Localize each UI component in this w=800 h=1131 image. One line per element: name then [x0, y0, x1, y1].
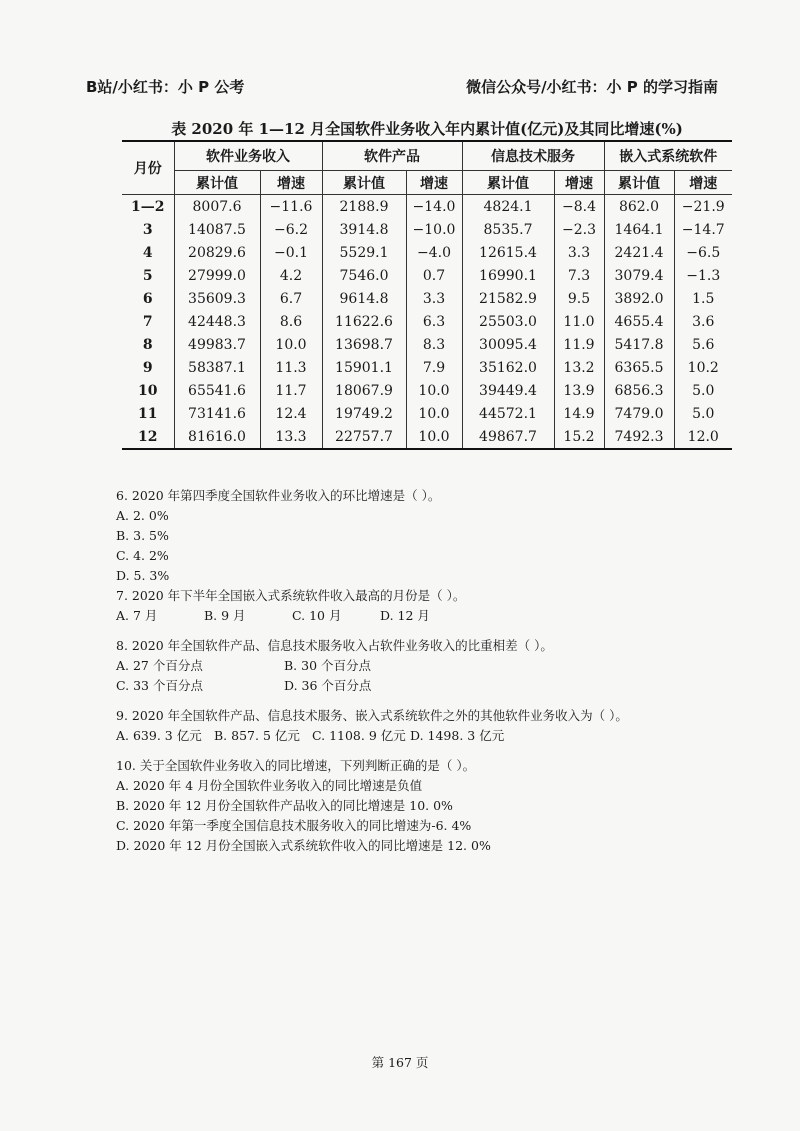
- page-number: 第 167 页: [371, 1055, 429, 1070]
- table-cell: 21582.9: [462, 287, 554, 310]
- header-left: B站/小红书：小 P 公考: [86, 78, 245, 96]
- table-cell: 39449.4: [462, 379, 554, 402]
- question-6: [116, 486, 716, 586]
- sub-header: 增速: [260, 171, 322, 195]
- table-cell: 0.7: [406, 264, 462, 287]
- option-a: A. 2. 0%: [116, 508, 169, 523]
- option-b: B. 30 个百分点: [284, 658, 372, 673]
- table-cell: 73141.6: [174, 402, 260, 425]
- table-cell: 6.3: [406, 310, 462, 333]
- table-cell: 11.9: [554, 333, 604, 356]
- table-cell: −0.1: [260, 241, 322, 264]
- table-cell: 11622.6: [322, 310, 406, 333]
- group-header: 信息技术服务: [462, 141, 604, 171]
- group-header: 软件业务收入: [174, 141, 322, 171]
- table-cell: 4655.4: [604, 310, 674, 333]
- table-cell: 81616.0: [174, 425, 260, 449]
- table-cell: 4824.1: [462, 195, 554, 219]
- table-row: [122, 195, 732, 219]
- table-cell: 3.3: [554, 241, 604, 264]
- month-cell: 12: [122, 425, 174, 449]
- table-cell: 8.3: [406, 333, 462, 356]
- sub-header: 累计值: [462, 171, 554, 195]
- sub-header: 累计值: [322, 171, 406, 195]
- table-cell: 14087.5: [174, 218, 260, 241]
- question-8: [116, 636, 716, 696]
- option-b: B. 857. 5 亿元: [214, 728, 300, 743]
- table-cell: 1.5: [674, 287, 732, 310]
- table-title: 表 2020 年 1—12 月全国软件业务收入年内累计值(亿元)及其同比增速(%): [171, 120, 683, 138]
- question-stem: 6. 2020 年第四季度全国软件业务收入的环比增速是（ ）。: [116, 488, 441, 503]
- table-cell: −10.0: [406, 218, 462, 241]
- table-cell: 58387.1: [174, 356, 260, 379]
- table-cell: −14.0: [406, 195, 462, 219]
- table-body: [122, 195, 732, 450]
- table-cell: 13.3: [260, 425, 322, 449]
- table-cell: 7.3: [554, 264, 604, 287]
- sub-header: 增速: [406, 171, 462, 195]
- table-row: [122, 310, 732, 333]
- table-cell: 49983.7: [174, 333, 260, 356]
- table-cell: 4.2: [260, 264, 322, 287]
- table-cell: 10.0: [406, 379, 462, 402]
- table-cell: 10.0: [406, 425, 462, 449]
- table-row: [122, 379, 732, 402]
- table-row: [122, 356, 732, 379]
- month-cell: 6: [122, 287, 174, 310]
- table-cell: 11.3: [260, 356, 322, 379]
- option-d: D. 2020 年 12 月份全国嵌入式系统软件收入的同比增速是 12. 0%: [116, 838, 491, 853]
- option-b: B. 3. 5%: [116, 528, 169, 543]
- table-cell: 10.2: [674, 356, 732, 379]
- table-cell: −14.7: [674, 218, 732, 241]
- data-table: [122, 140, 732, 450]
- question-7: [116, 586, 716, 626]
- table-cell: 18067.9: [322, 379, 406, 402]
- table-cell: 3.6: [674, 310, 732, 333]
- table-cell: 27999.0: [174, 264, 260, 287]
- table-row: [122, 425, 732, 449]
- table-cell: 12615.4: [462, 241, 554, 264]
- table-cell: −4.0: [406, 241, 462, 264]
- table-cell: 13.9: [554, 379, 604, 402]
- table-cell: 15.2: [554, 425, 604, 449]
- month-cell: 4: [122, 241, 174, 264]
- table-cell: 7479.0: [604, 402, 674, 425]
- table-cell: 3892.0: [604, 287, 674, 310]
- table-cell: 10.0: [406, 402, 462, 425]
- question-stem: 7. 2020 年下半年全国嵌入式系统软件收入最高的月份是（ ）。: [116, 588, 466, 603]
- questions: [116, 486, 716, 856]
- month-cell: 9: [122, 356, 174, 379]
- table-cell: 3079.4: [604, 264, 674, 287]
- table-cell: 2421.4: [604, 241, 674, 264]
- group-header: 软件产品: [322, 141, 462, 171]
- month-cell: 3: [122, 218, 174, 241]
- table-cell: 30095.4: [462, 333, 554, 356]
- table-cell: 5.0: [674, 379, 732, 402]
- table-cell: 25503.0: [462, 310, 554, 333]
- table-cell: 42448.3: [174, 310, 260, 333]
- option-c: C. 2020 年第一季度全国信息技术服务收入的同比增速为-6. 4%: [116, 818, 472, 833]
- table-cell: 11.0: [554, 310, 604, 333]
- table-cell: 20829.6: [174, 241, 260, 264]
- table-cell: 8007.6: [174, 195, 260, 219]
- table-cell: 12.4: [260, 402, 322, 425]
- month-cell: 7: [122, 310, 174, 333]
- table-cell: 3914.8: [322, 218, 406, 241]
- table-cell: 13.2: [554, 356, 604, 379]
- option-d: D. 5. 3%: [116, 568, 170, 583]
- table-cell: −8.4: [554, 195, 604, 219]
- table-row: [122, 241, 732, 264]
- table-cell: 9.5: [554, 287, 604, 310]
- option-c: C. 4. 2%: [116, 548, 169, 563]
- table-cell: 22757.7: [322, 425, 406, 449]
- table-cell: 8.6: [260, 310, 322, 333]
- option-a: A. 2020 年 4 月份全国软件业务收入的同比增速是负值: [116, 778, 423, 793]
- table-cell: 6.7: [260, 287, 322, 310]
- table-cell: −2.3: [554, 218, 604, 241]
- question-10: [116, 756, 716, 856]
- table-cell: −6.5: [674, 241, 732, 264]
- month-cell: 1—2: [122, 195, 174, 219]
- table-cell: 2188.9: [322, 195, 406, 219]
- table-cell: 35162.0: [462, 356, 554, 379]
- table-cell: 19749.2: [322, 402, 406, 425]
- option-c: C. 33 个百分点: [116, 678, 203, 693]
- table-row: [122, 402, 732, 425]
- option-b: B. 9 月: [204, 608, 246, 623]
- month-cell: 5: [122, 264, 174, 287]
- table-cell: −11.6: [260, 195, 322, 219]
- question-stem: 9. 2020 年全国软件产品、信息技术服务、嵌入式系统软件之外的其他软件业务收入为（ ）。: [116, 708, 628, 723]
- table-row: [122, 287, 732, 310]
- table-cell: 6856.3: [604, 379, 674, 402]
- option-d: D. 36 个百分点: [284, 678, 372, 693]
- sub-header: 增速: [554, 171, 604, 195]
- table-cell: 5.0: [674, 402, 732, 425]
- option-b: B. 2020 年 12 月份全国软件产品收入的同比增速是 10. 0%: [116, 798, 453, 813]
- table-cell: 5417.8: [604, 333, 674, 356]
- table-cell: 7546.0: [322, 264, 406, 287]
- option-a: A. 27 个百分点: [116, 658, 203, 673]
- question-stem: 8. 2020 年全国软件产品、信息技术服务收入占软件业务收入的比重相差（ ）。: [116, 638, 553, 653]
- option-a: A. 639. 3 亿元: [116, 728, 202, 743]
- table-cell: 11.7: [260, 379, 322, 402]
- table-cell: −6.2: [260, 218, 322, 241]
- table-cell: 9614.8: [322, 287, 406, 310]
- table-cell: 44572.1: [462, 402, 554, 425]
- table-cell: 13698.7: [322, 333, 406, 356]
- question-stem: 10. 关于全国软件业务收入的同比增速，下列判断正确的是（ ）。: [116, 758, 476, 773]
- table-row: [122, 264, 732, 287]
- table-cell: 16990.1: [462, 264, 554, 287]
- table-cell: 8535.7: [462, 218, 554, 241]
- option-c: C. 10 月: [292, 608, 342, 623]
- sub-header: 累计值: [604, 171, 674, 195]
- table-cell: 35609.3: [174, 287, 260, 310]
- header-right: 微信公众号/小红书：小 P 的学习指南: [466, 78, 718, 96]
- sub-header: 累计值: [174, 171, 260, 195]
- table-cell: 5.6: [674, 333, 732, 356]
- option-d: D. 1498. 3 亿元: [410, 728, 505, 743]
- table-cell: 5529.1: [322, 241, 406, 264]
- table-cell: 10.0: [260, 333, 322, 356]
- sub-header: 增速: [674, 171, 732, 195]
- month-cell: 10: [122, 379, 174, 402]
- option-a: A. 7 月: [116, 608, 158, 623]
- table-cell: −1.3: [674, 264, 732, 287]
- month-cell: 8: [122, 333, 174, 356]
- option-c: C. 1108. 9 亿元: [312, 728, 406, 743]
- table-cell: 49867.7: [462, 425, 554, 449]
- group-header: 嵌入式系统软件: [604, 141, 732, 171]
- table-cell: 862.0: [604, 195, 674, 219]
- question-9: [116, 706, 716, 746]
- table-row: [122, 333, 732, 356]
- table-cell: 7492.3: [604, 425, 674, 449]
- table-cell: 1464.1: [604, 218, 674, 241]
- table-row: [122, 218, 732, 241]
- table-cell: 14.9: [554, 402, 604, 425]
- table-cell: 65541.6: [174, 379, 260, 402]
- table-cell: −21.9: [674, 195, 732, 219]
- option-d: D. 12 月: [380, 608, 430, 623]
- month-cell: 11: [122, 402, 174, 425]
- table-cell: 7.9: [406, 356, 462, 379]
- table-cell: 12.0: [674, 425, 732, 449]
- month-header: 月份: [122, 141, 174, 195]
- table-cell: 3.3: [406, 287, 462, 310]
- table-cell: 15901.1: [322, 356, 406, 379]
- table-cell: 6365.5: [604, 356, 674, 379]
